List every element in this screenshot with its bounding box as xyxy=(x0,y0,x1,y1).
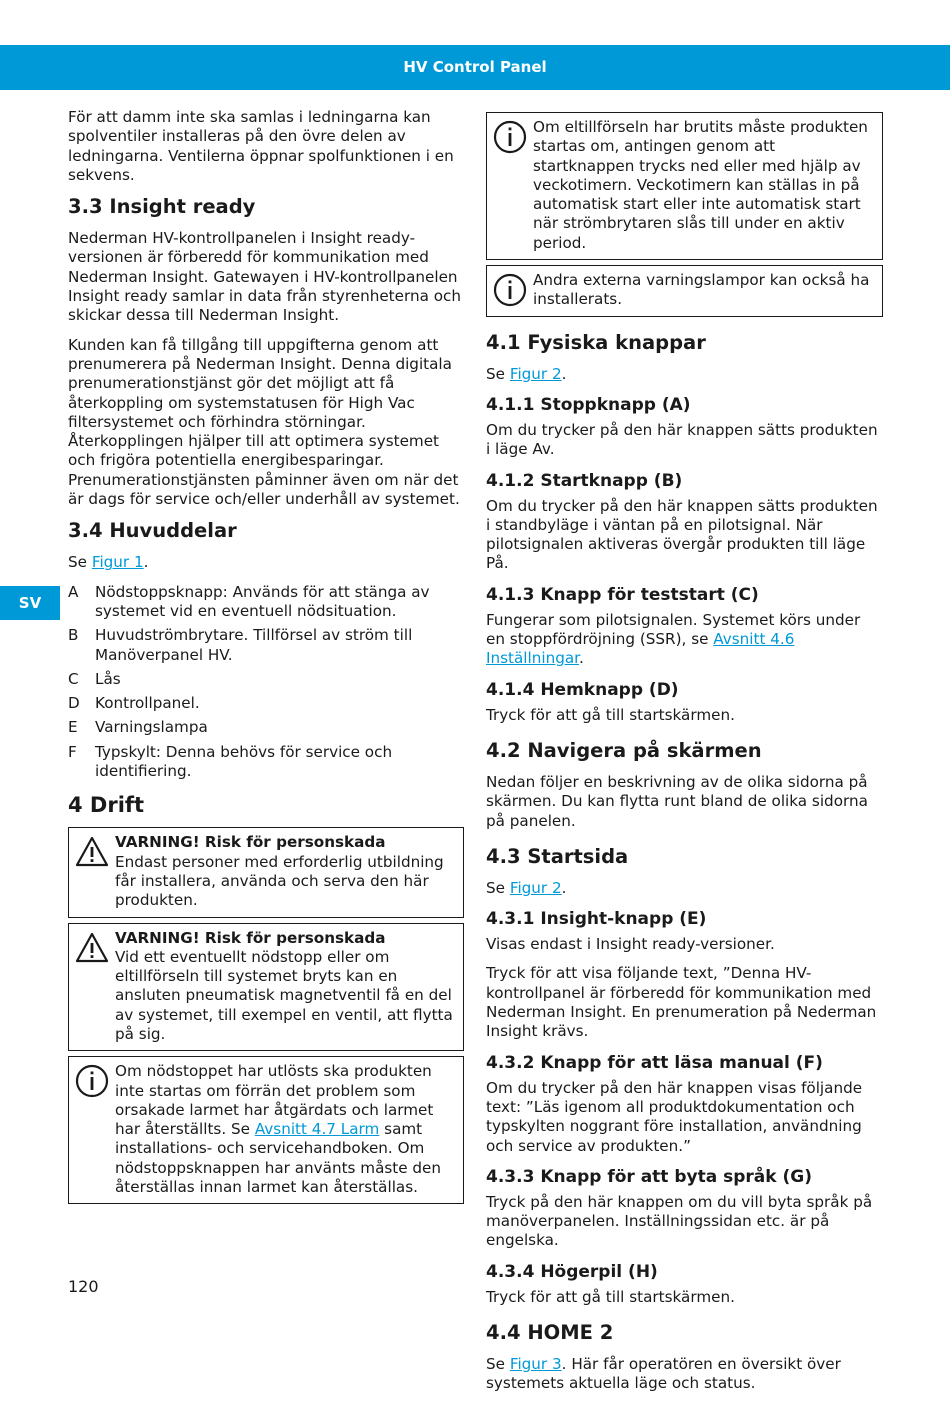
section-4-3-3-text: Tryck på den här knappen om du vill byta språk på manöverpanelen. Inställningssidan etc. är på engelska. xyxy=(486,1192,873,1250)
section-4-3-4-text: Tryck för att gå till startskärmen. xyxy=(486,1287,735,1306)
figure-3-link[interactable]: Figur 3 xyxy=(509,1354,562,1373)
info-text xyxy=(115,1062,455,1197)
warning-box-1 xyxy=(68,827,464,917)
see-suffix: . xyxy=(561,878,567,897)
see-suffix: . xyxy=(143,553,149,572)
section-4-2-heading: 4.2 Navigera på skärmen xyxy=(486,738,762,762)
section-4-1-3-text xyxy=(486,611,883,669)
section-4-1-2-text: Om du trycker på den här knappen sätts produkten i standbyläge i väntan på en pilotsignal. När pilotsignalen aktiveras övergår produkten till läge På. xyxy=(486,496,878,573)
section-4-3-1-text-1: Visas endast i Insight ready-versioner. xyxy=(486,935,775,954)
see-suffix: . xyxy=(561,364,567,383)
list-text: Typskylt: Denna behövs för service och identifiering. xyxy=(95,742,393,781)
section-4-heading: 4 Drift xyxy=(68,793,145,818)
section-4-6-link[interactable]: Avsnitt 4.6 Inställningar xyxy=(486,630,795,668)
info-icon xyxy=(75,1064,109,1098)
text-before: Fungerar som pilotsignalen. Systemet körs under en stoppfördröjning (SSR), se xyxy=(486,610,861,649)
section-4-3-4-heading: 4.3.4 Högerpil (H) xyxy=(486,1261,658,1282)
list-text: Kontrollpanel. xyxy=(95,694,200,713)
list-text: Nödstoppsknapp: Används för att stänga av systemet vid en eventuell nödsituation. xyxy=(95,582,430,620)
warning-text: Endast personer med erforderlig utbildning får installera, använda och serva den här produkten. xyxy=(115,852,444,910)
section-4-3-1-text-2: Tryck för att visa följande text, ”Denna HV-kontrollpanel är förberedd för kommunikation med Nederman Insight. En prenumeration på Nederman Insight krävs. xyxy=(486,964,877,1041)
section-4-3-heading: 4.3 Startsida xyxy=(486,844,629,868)
section-4-3-see xyxy=(486,879,883,898)
warning-box-2 xyxy=(68,923,464,1052)
section-4-1-3-heading: 4.1.3 Knapp för teststart (C) xyxy=(486,584,759,605)
list-item xyxy=(68,694,464,713)
section-4-4-heading: 4.4 HOME 2 xyxy=(486,1320,614,1344)
language-tab: SV xyxy=(0,586,60,620)
section-4-7-link[interactable]: Avsnitt 4.7 Larm xyxy=(254,1120,380,1139)
figure-2-link[interactable]: Figur 2 xyxy=(509,878,562,897)
info-box-emergency-stop xyxy=(68,1056,464,1204)
section-4-4-text xyxy=(486,1355,883,1394)
section-3-4-see xyxy=(68,553,464,572)
info-box-lamps xyxy=(486,265,883,317)
list-letter: E xyxy=(68,718,78,737)
info-icon xyxy=(493,120,527,154)
see-prefix: Se xyxy=(486,364,510,383)
page-number: 120 xyxy=(68,1277,99,1296)
see-prefix: Se xyxy=(486,1354,510,1373)
warning-title: VARNING! Risk för personskada xyxy=(115,833,386,852)
see-prefix: Se xyxy=(68,553,92,572)
left-column xyxy=(68,108,464,1209)
section-3-4-heading: 3.4 Huvuddelar xyxy=(68,519,237,543)
list-letter: A xyxy=(68,582,79,601)
section-4-1-4-heading: 4.1.4 Hemknapp (D) xyxy=(486,679,679,700)
list-letter: F xyxy=(68,742,77,761)
list-item xyxy=(68,718,464,737)
section-3-3-heading: 3.3 Insight ready xyxy=(68,195,256,219)
right-column xyxy=(486,112,883,1404)
text-after: . Här får operatören en översikt över systemets aktuella läge och status. xyxy=(486,1354,841,1393)
section-4-3-2-heading: 4.3.2 Knapp för att läsa manual (F) xyxy=(486,1052,823,1073)
list-item xyxy=(68,670,464,689)
section-4-1-1-text: Om du trycker på den här knappen sätts produkten i läge Av. xyxy=(486,420,878,459)
info-text-after: samt installations- och servicehandboken. Om nödstoppsknappen har använts måste den återställas innan larmet kan återställas. xyxy=(115,1120,442,1197)
info-box-power xyxy=(486,112,883,260)
section-4-2-text: Nedan följer en beskrivning av de olika sidorna på skärmen. Du kan flytta runt bland de olika sidorna på panelen. xyxy=(486,772,868,830)
section-4-1-heading: 4.1 Fysiska knappar xyxy=(486,330,706,354)
list-item xyxy=(68,743,464,782)
section-3-3-paragraph-2: Kunden kan få tillgång till uppgifterna genom att prenumerera på Nederman Insight. Denna digitala prenumerationstjänst gör det möjligt att få återkoppling om systemstatusen för High Vac filtersystemet och förhindra störningar. Återkopplingen hjälper till att optimera systemet och frigöra potentiella energibesparingar. Prenumerationstjänsten påminner även om när det är dags för service och/eller underhåll av systemet. xyxy=(68,335,460,509)
list-letter: C xyxy=(68,669,79,688)
list-text: Lås xyxy=(95,669,121,688)
see-prefix: Se xyxy=(486,878,510,897)
section-4-3-1-heading: 4.3.1 Insight-knapp (E) xyxy=(486,909,707,930)
section-3-3-paragraph-1: Nederman HV-kontrollpanelen i Insight ready-versionen är förberedd för kommunikation med Nederman Insight. Gatewayen i HV-kontrollpanelen Insight ready samlar in data från styrenheterna och skickar dessa till Nederman Insight. xyxy=(68,229,461,325)
text-after: . xyxy=(579,649,584,668)
warning-icon xyxy=(75,835,109,869)
warning-text: Vid ett eventuellt nödstopp eller om eltillförseln till systemet bryts kan en ansluten pneumatisk magnetventil få en del av systemet, till exempel en ventil, att flytta på sig. xyxy=(115,947,453,1043)
intro-paragraph: För att damm inte ska samlas i ledningarna kan spolventiler installeras på den övre delen av ledningarna. Ventilerna öppnar spolfunktionen i en sekvens. xyxy=(68,108,454,184)
info-icon xyxy=(493,273,527,307)
info-text-before: Om nödstoppet har utlösts ska produkten inte startas om förrän det problem som orsakade larmet har åtgärdats och larmet har återställts. Se xyxy=(115,1062,434,1139)
section-4-1-1-heading: 4.1.1 Stoppknapp (A) xyxy=(486,394,691,415)
list-item xyxy=(68,626,464,665)
section-4-1-4-text: Tryck för att gå till startskärmen. xyxy=(486,705,735,724)
figure-1-link[interactable]: Figur 1 xyxy=(91,553,144,572)
list-text: Huvudströmbrytare. Tillförsel av ström till Manöverpanel HV. xyxy=(95,626,413,664)
list-letter: B xyxy=(68,626,79,645)
section-4-1-2-heading: 4.1.2 Startknapp (B) xyxy=(486,470,683,491)
info-text: Andra externa varningslampor kan också ha installerats. xyxy=(533,271,870,309)
section-4-3-2-text: Om du trycker på den här knappen visas följande text: ”Läs igenom all produktdokumentation och typskylten noggrant före installation, användning och service av produkten.” xyxy=(486,1078,863,1155)
warning-icon xyxy=(75,931,109,965)
header-title: HV Control Panel xyxy=(403,58,547,76)
section-4-1-see xyxy=(486,365,883,384)
warning-title: VARNING! Risk för personskada xyxy=(115,928,386,947)
header-bar xyxy=(0,45,950,90)
list-text: Varningslampa xyxy=(95,718,208,737)
section-4-3-3-heading: 4.3.3 Knapp för att byta språk (G) xyxy=(486,1166,812,1187)
list-item xyxy=(68,583,464,622)
info-text: Om eltillförseln har brutits måste produkten startas om, antingen genom att startknappen trycks ned eller med hjälp av veckotimern. Veckotimern kan ställas in på automatisk start eller inte automatisk start när strömbrytaren slås till under en aktiv period. xyxy=(533,118,868,252)
main-parts-list xyxy=(68,583,464,782)
figure-2-link[interactable]: Figur 2 xyxy=(509,364,562,383)
list-letter: D xyxy=(68,694,80,713)
